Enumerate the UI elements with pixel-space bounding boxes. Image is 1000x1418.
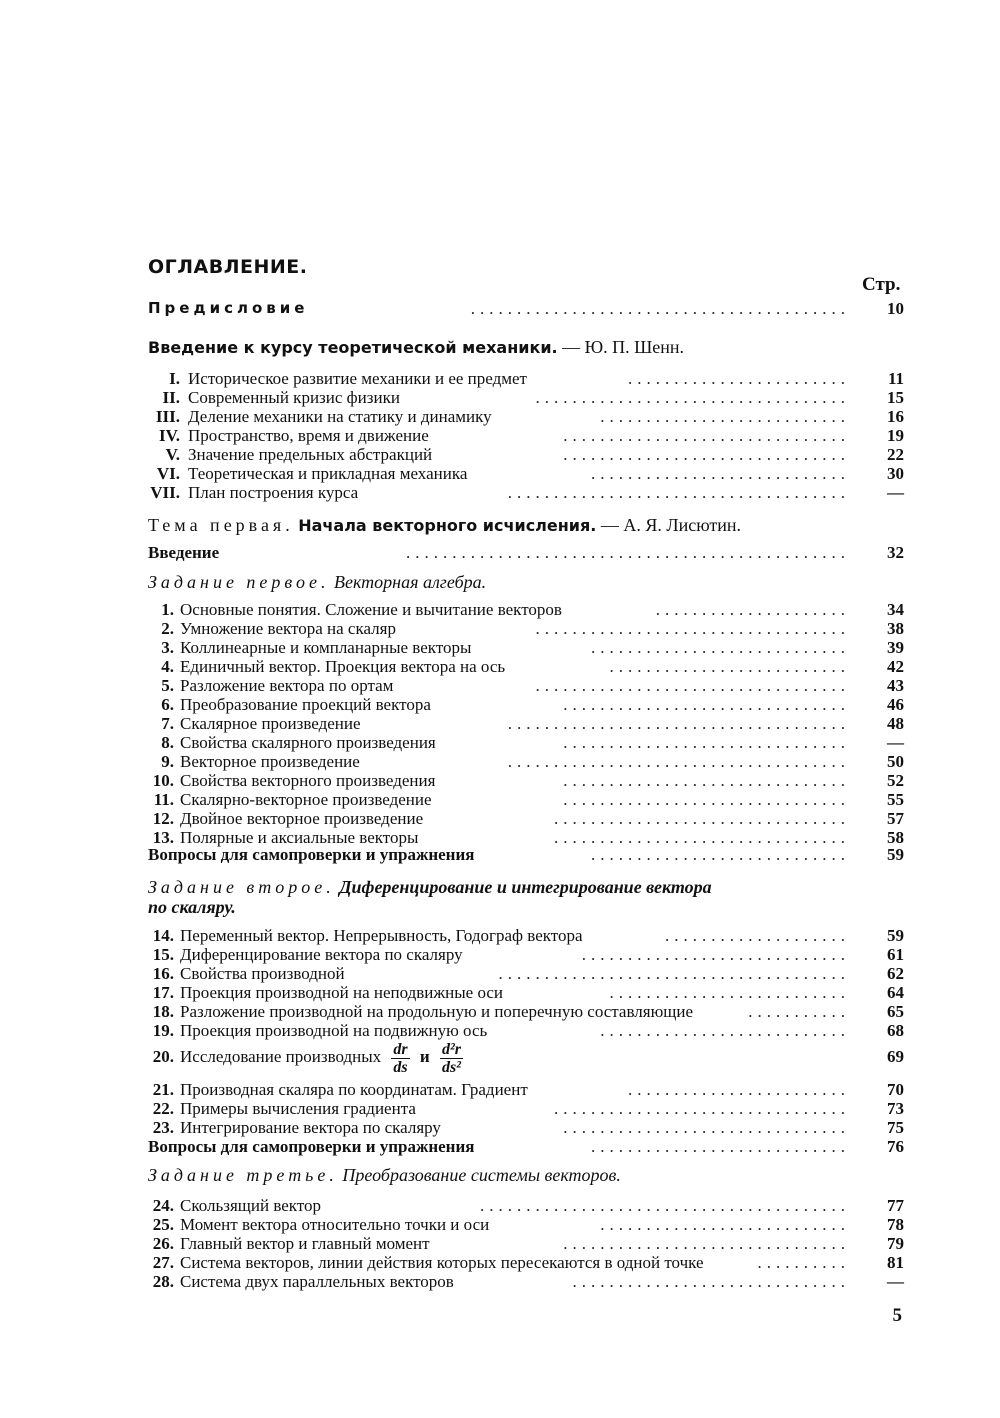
toc-entry[interactable] (0, 752, 1000, 771)
entry-page: — (887, 483, 904, 502)
entry-page: — (887, 1272, 904, 1291)
entry-label: Производная скаляра по координатам. Градиент (180, 1080, 528, 1099)
entry-number: 2. (161, 619, 174, 638)
entry-page: 50 (887, 752, 904, 771)
entry-label: Скалярно-векторное произведение (180, 790, 432, 809)
contents-heading: ОГЛАВЛЕНИЕ. (148, 256, 308, 278)
fraction-dr-ds (391, 1041, 409, 1076)
leader-dots: ..................................... (507, 752, 850, 771)
entry-label: Значение предельных абстракций (188, 445, 433, 464)
leader-dots: ............................ (591, 1137, 850, 1156)
leader-dots: .................................. (535, 388, 850, 407)
entry-label: Преобразование проекций вектора (180, 695, 431, 714)
entry-label: Система двух параллельных векторов (180, 1272, 454, 1291)
entry-page: 19 (887, 426, 904, 445)
toc-entry-task1-questions[interactable] (0, 845, 1000, 864)
entry-page: 76 (887, 1137, 904, 1156)
leader-dots: ................................................ (406, 543, 850, 562)
frac-numerator: dr (393, 1040, 408, 1058)
entry-label: План построения курса (188, 483, 359, 502)
leader-dots: ............................... (563, 771, 850, 790)
frac-denominator: ds (393, 1058, 408, 1076)
task2-title-line2: по скаляру. (148, 897, 236, 917)
entry-page: 34 (887, 600, 904, 619)
entry-number: 28. (152, 1272, 174, 1291)
leader-dots: ................................ (554, 828, 850, 847)
section-author: — Ю. П. Шенн. (562, 337, 685, 357)
toc-entry[interactable] (0, 809, 1000, 828)
entry-label (180, 1038, 469, 1076)
toc-entry[interactable] (0, 1196, 1000, 1215)
entry-number: 27. (152, 1253, 174, 1272)
leader-dots: .......... (757, 1253, 850, 1272)
entry-page: — (887, 733, 904, 752)
intro-section-title (148, 336, 684, 359)
entry-page: 39 (887, 638, 904, 657)
leader-dots: .................... (665, 926, 850, 945)
entry-page: 48 (887, 714, 904, 733)
entry-label: Векторное произведение (180, 752, 360, 771)
entry-number: 8. (161, 733, 174, 752)
entry-number: II. (162, 388, 180, 407)
entry-number: 17. (152, 983, 174, 1002)
entry-label: Главный вектор и главный момент (180, 1234, 430, 1253)
toc-entry[interactable] (0, 1002, 1000, 1021)
section-title: Введение к курсу теоретической механики. (148, 338, 558, 357)
toc-entry[interactable] (0, 983, 1000, 1002)
entry-page: 43 (887, 676, 904, 695)
toc-entry[interactable] (0, 714, 1000, 733)
leader-dots: ............................... (563, 1118, 850, 1137)
entry-number: V. (165, 445, 180, 464)
entry-label: Вопросы для самопроверки и упражнения (148, 845, 475, 864)
leader-dots: ........... (748, 1002, 850, 1021)
entry-label: Проекция производной на неподвижные оси (180, 983, 504, 1002)
leader-dots: ............................... (563, 1234, 850, 1253)
entry-number: I. (169, 369, 180, 388)
toc-entry[interactable] (0, 926, 1000, 945)
leader-dots: .................................. (535, 619, 850, 638)
leader-dots: ............................... (563, 733, 850, 752)
entry-label: Двойное векторное произведение (180, 809, 424, 828)
entry-number: 26. (152, 1234, 174, 1253)
toc-entry[interactable] (0, 638, 1000, 657)
entry-page: 30 (887, 464, 904, 483)
toc-entry[interactable] (0, 790, 1000, 809)
entry-label: Проекция производной на подвижную ось (180, 1021, 488, 1040)
entry-label: Разложение производной на продольную и поперечную составляющие (180, 1002, 694, 1021)
entry-page: 62 (887, 964, 904, 983)
toc-entry-task2-questions[interactable] (0, 1137, 1000, 1156)
entry-page: 11 (887, 369, 904, 388)
leader-dots: .......................... (609, 657, 850, 676)
entry-label: Момент вектора относительно точки и оси (180, 1215, 490, 1234)
entry-page: 32 (887, 543, 904, 562)
leader-dots: .................................. (535, 676, 850, 695)
entry-number: 22. (152, 1099, 174, 1118)
entry-number: 7. (161, 714, 174, 733)
fraction-d2r-ds2 (440, 1041, 463, 1076)
toc-entry[interactable] (0, 771, 1000, 790)
entry-page: 78 (887, 1215, 904, 1234)
theme-title: Начала векторного исчисления. (298, 516, 597, 535)
toc-entry[interactable] (0, 407, 1000, 426)
entry-page: 75 (887, 1118, 904, 1137)
entry-page: 79 (887, 1234, 904, 1253)
entry-label: Переменный вектор. Непрерывность, Годограф вектора (180, 926, 583, 945)
entry-page: 65 (887, 1002, 904, 1021)
toc-entry[interactable] (0, 1272, 1000, 1291)
entry-number: VII. (150, 483, 180, 502)
task1-title (148, 571, 486, 593)
toc-entry[interactable] (0, 483, 1000, 502)
entry-label: Введение (148, 543, 220, 562)
leader-dots: ......................................... (470, 299, 850, 318)
entry-label: Скалярное произведение (180, 714, 361, 733)
frac-denominator: ds² (441, 1058, 461, 1076)
task-title-line1: Диференцирование и интегрирование вектора (339, 877, 712, 897)
leader-dots: ...................................... (498, 964, 850, 983)
entry-label: Историческое развитие механики и ее предмет (188, 369, 527, 388)
toc-entry[interactable] (0, 945, 1000, 964)
toc-entry[interactable] (0, 388, 1000, 407)
task-label: Задание второе. (148, 877, 335, 897)
entry-number: 24. (152, 1196, 174, 1215)
toc-entry[interactable] (0, 464, 1000, 483)
entry-page: 58 (887, 828, 904, 847)
toc-entry[interactable] (0, 1080, 1000, 1099)
leader-dots: ..................................... (507, 483, 850, 502)
entry-label: Коллинеарные и компланарные векторы (180, 638, 472, 657)
page-number: 5 (892, 1305, 902, 1326)
entry-page: 77 (887, 1196, 904, 1215)
toc-entry[interactable] (0, 1253, 1000, 1272)
entry-number: 16. (152, 964, 174, 983)
entry-page: 15 (887, 388, 904, 407)
toc-entry[interactable] (0, 600, 1000, 619)
entry-number: 9. (161, 752, 174, 771)
entry-label: Основные понятия. Сложение и вычитание векторов (180, 600, 562, 619)
entry-page: 10 (887, 299, 904, 318)
leader-dots: ................................ (554, 809, 850, 828)
toc-entry[interactable] (0, 369, 1000, 388)
toc-entry-theme1-intro[interactable] (0, 543, 1000, 562)
entry-page: 64 (887, 983, 904, 1002)
task-title: Векторная алгебра. (334, 572, 487, 592)
entry-number: 21. (152, 1080, 174, 1099)
entry-label: Примеры вычисления градиента (180, 1099, 416, 1118)
entry-number: III. (155, 407, 180, 426)
toc-entry[interactable] (0, 1099, 1000, 1118)
entry-page: 22 (887, 445, 904, 464)
leader-dots: ........................... (600, 407, 850, 426)
entry-label: Свойства скалярного произведения (180, 733, 436, 752)
entry-page: 73 (887, 1099, 904, 1118)
entry-number: 1. (161, 600, 174, 619)
entry-label: Полярные и аксиальные векторы (180, 828, 419, 847)
leader-dots: .......................... (609, 983, 850, 1002)
theme-prefix: Тема первая. (148, 515, 294, 535)
entry-page: 52 (887, 771, 904, 790)
leader-dots: ............................ (591, 845, 850, 864)
entry-page: 59 (887, 926, 904, 945)
toc-entry[interactable] (0, 426, 1000, 445)
leader-dots: ............................... (563, 426, 850, 445)
entry-page: 68 (887, 1021, 904, 1040)
leader-dots: .............................. (572, 1272, 850, 1291)
toc-entry-20[interactable] (0, 1038, 1000, 1076)
toc-entry[interactable] (0, 1234, 1000, 1253)
frac-numerator: d²r (441, 1040, 461, 1058)
toc-entry[interactable] (0, 676, 1000, 695)
toc-entry[interactable] (0, 657, 1000, 676)
entry-page: 46 (887, 695, 904, 714)
entry-number: 11. (153, 790, 174, 809)
task-label: Задание третье. (148, 1165, 338, 1185)
toc-entry-preface[interactable] (0, 299, 1000, 318)
leader-dots: ..................................... (507, 714, 850, 733)
entry-page: 70 (887, 1080, 904, 1099)
entry-label: Система векторов, линии действия которых пересекаются в одной точке (180, 1253, 704, 1272)
entry-label: Свойства векторного произведения (180, 771, 436, 790)
entry-page: 69 (887, 1047, 904, 1066)
conjunction: и (419, 1047, 430, 1066)
toc-entry[interactable] (0, 445, 1000, 464)
entry-number: 4. (161, 657, 174, 676)
leader-dots: ............................ (591, 638, 850, 657)
page-column-label: Стр. (862, 274, 901, 295)
leader-dots: ........................... (600, 1215, 850, 1234)
entry-page: 16 (887, 407, 904, 426)
leader-dots: ................................ (554, 1099, 850, 1118)
entry-page: 59 (887, 845, 904, 864)
entry-label: Единичный вектор. Проекция вектора на ось (180, 657, 506, 676)
entry-label: Теоретическая и прикладная механика (188, 464, 468, 483)
leader-dots: ............................... (563, 695, 850, 714)
leader-dots: ........................... (600, 1021, 850, 1040)
entry-page: 42 (887, 657, 904, 676)
toc-entry[interactable] (0, 619, 1000, 638)
entry-page: 38 (887, 619, 904, 638)
leader-dots: ........................ (628, 1080, 850, 1099)
theme1-title (148, 514, 741, 537)
entry-number: 6. (161, 695, 174, 714)
entry-number: 18. (152, 1002, 174, 1021)
entry-label: Деление механики на статику и динамику (188, 407, 492, 426)
entry-number: 20. (152, 1047, 174, 1066)
entry-number: 5. (161, 676, 174, 695)
leader-dots: ........................................ (480, 1196, 850, 1215)
leader-dots: ..................... (655, 600, 850, 619)
entry-number: 13. (152, 828, 174, 847)
entry-number: 14. (152, 926, 174, 945)
entry-page: 81 (887, 1253, 904, 1272)
toc-entry[interactable] (0, 733, 1000, 752)
entry-label: Интегрирование вектора по скаляру (180, 1118, 441, 1137)
entry-page: 57 (887, 809, 904, 828)
toc-entry[interactable] (0, 1215, 1000, 1234)
toc-entry[interactable] (0, 1118, 1000, 1137)
task-title: Преобразование системы векторов. (342, 1165, 621, 1185)
entry-number: 10. (152, 771, 174, 790)
toc-entry[interactable] (0, 695, 1000, 714)
leader-dots: ............................... (563, 445, 850, 464)
entry-label: Свойства производной (180, 964, 345, 983)
entry-label: Разложение вектора по ортам (180, 676, 394, 695)
entry-number: 12. (152, 809, 174, 828)
entry-number: VI. (156, 464, 180, 483)
task2-title (148, 876, 712, 898)
entry-page: 61 (887, 945, 904, 964)
entry-label: Умножение вектора на скаляр (180, 619, 396, 638)
entry-number: 23. (152, 1118, 174, 1137)
task-label: Задание первое. (148, 572, 330, 592)
entry-label: Предисловие (148, 299, 309, 317)
entry-label: Пространство, время и движение (188, 426, 429, 445)
leader-dots: ............................ (591, 464, 850, 483)
entry-label: Современный кризис физики (188, 388, 400, 407)
task3-title (148, 1164, 621, 1186)
entry-label: Вопросы для самопроверки и упражнения (148, 1137, 475, 1156)
entry-number: 15. (152, 945, 174, 964)
entry-page: 55 (887, 790, 904, 809)
leader-dots: ............................... (563, 790, 850, 809)
entry-number: 3. (161, 638, 174, 657)
entry-text: Исследование производных (180, 1047, 382, 1066)
toc-entry[interactable] (0, 964, 1000, 983)
entry-number: IV. (159, 426, 180, 445)
leader-dots: ............................. (581, 945, 850, 964)
entry-label: Скользящий вектор (180, 1196, 322, 1215)
theme-author: — А. Я. Лисютин. (600, 515, 742, 535)
entry-number: 19. (152, 1021, 174, 1040)
leader-dots: ........................ (628, 369, 850, 388)
entry-number: 25. (152, 1215, 174, 1234)
entry-label: Диференцирование вектора по скаляру (180, 945, 463, 964)
